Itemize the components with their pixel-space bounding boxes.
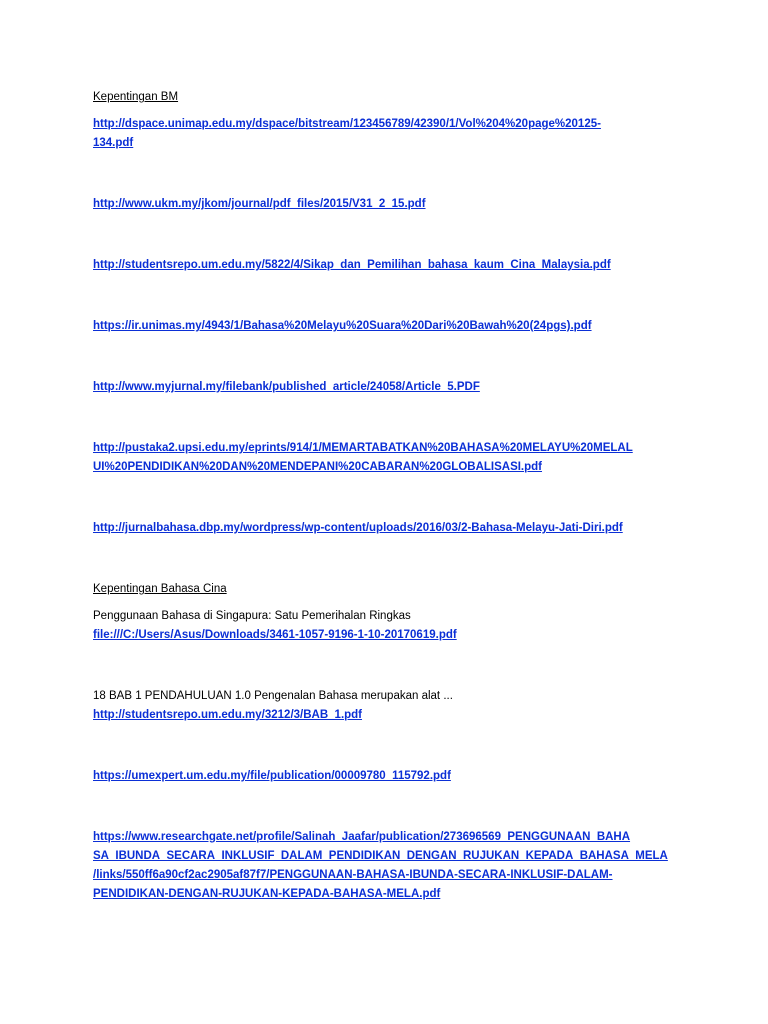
- link-unimap-vol4-line1[interactable]: http://dspace.unimap.edu.my/dspace/bitstream/123456789/42390/1/Vol%204%20page%20125-: [93, 118, 601, 130]
- link-researchgate-line1[interactable]: https://www.researchgate.net/profile/Salinah_Jaafar/publication/273696569_PENGGUNAAN_BAHA: [93, 831, 631, 843]
- link-jurnalbahasa-dbp[interactable]: http://jurnalbahasa.dbp.my/wordpress/wp-content/uploads/2016/03/2-Bahasa-Melayu-Jati-Diri.pdf: [93, 522, 623, 534]
- link-unimap-vol4[interactable]: [93, 115, 683, 153]
- link-upsi-memartabatkan[interactable]: [93, 439, 683, 477]
- link-studentsrepo-sikap[interactable]: http://studentsrepo.um.edu.my/5822/4/Sikap_dan_Pemilihan_bahasa_kaum_Cina_Malaysia.pdf: [93, 259, 611, 271]
- link-unimap-vol4-line2[interactable]: 134.pdf: [93, 137, 134, 149]
- entry-title-bab1: 18 BAB 1 PENDAHULUAN 1.0 Pengenalan Bahasa merupakan alat ...: [93, 690, 453, 702]
- link-researchgate-line4[interactable]: PENDIDIKAN-DENGAN-RUJUKAN-KEPADA-BAHASA-MELA.pdf: [93, 888, 441, 900]
- link-upsi-line2[interactable]: UI%20PENDIDIKAN%20DAN%20MENDEPANI%20CABARAN%20GLOBALISASI.pdf: [93, 461, 543, 473]
- document-page: [93, 88, 683, 904]
- link-ukm-jkom[interactable]: http://www.ukm.my/jkom/journal/pdf_files/2015/V31_2_15.pdf: [93, 198, 426, 210]
- link-umexpert-publication[interactable]: https://umexpert.um.edu.my/file/publication/00009780_115792.pdf: [93, 770, 451, 782]
- link-upsi-line1[interactable]: http://pustaka2.upsi.edu.my/eprints/914/1/MEMARTABATKAN%20BAHASA%20MELAYU%20MELAL: [93, 442, 633, 454]
- link-studentsrepo-bab1[interactable]: http://studentsrepo.um.edu.my/3212/3/BAB_1.pdf: [93, 709, 363, 721]
- entry-title-singapura: Penggunaan Bahasa di Singapura: Satu Pemerihalan Ringkas: [93, 610, 411, 622]
- link-myjurnal-article[interactable]: http://www.myjurnal.my/filebank/published_article/24058/Article_5.PDF: [93, 381, 480, 393]
- link-researchgate-line2[interactable]: SA_IBUNDA_SECARA_INKLUSIF_DALAM_PENDIDIKAN_DENGAN_RUJUKAN_KEPADA_BAHASA_MELA: [93, 850, 668, 862]
- heading-kepentingan-bm: Kepentingan BM: [93, 91, 179, 103]
- link-unimas-bahasa-melayu[interactable]: https://ir.unimas.my/4943/1/Bahasa%20Melayu%20Suara%20Dari%20Bawah%20(24pgs).pdf: [93, 320, 592, 332]
- link-researchgate-line3[interactable]: /links/550ff6a90cf2ac2905af87f7/PENGGUNAAN-BAHASA-IBUNDA-SECARA-INKLUSIF-DALAM-: [93, 869, 613, 881]
- heading-kepentingan-bahasa-cina: Kepentingan Bahasa Cina: [93, 583, 227, 595]
- link-researchgate-salinah[interactable]: [93, 828, 683, 904]
- link-local-file-pdf[interactable]: file:///C:/Users/Asus/Downloads/3461-1057-9196-1-10-20170619.pdf: [93, 629, 457, 641]
